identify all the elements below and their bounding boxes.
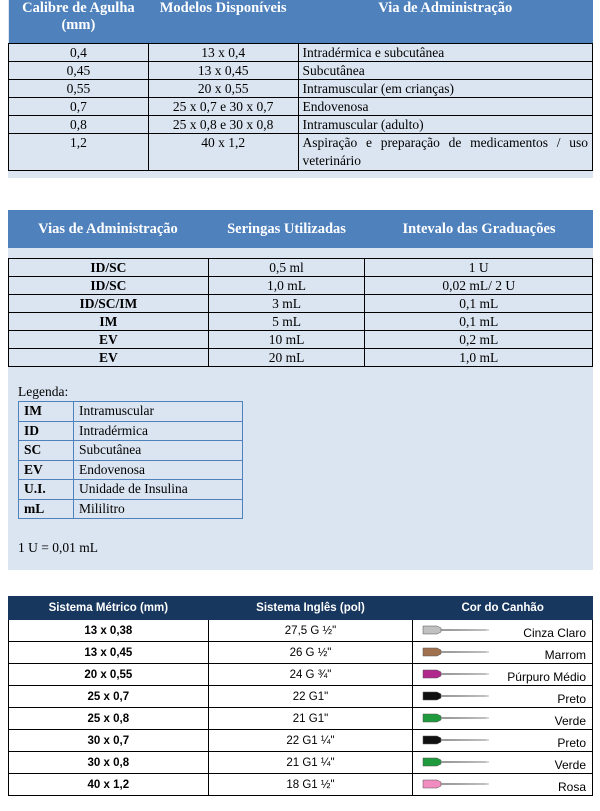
table-row (9, 664, 593, 686)
gauge-cell: 0,4 (9, 44, 149, 62)
needle-icon (421, 624, 491, 636)
english-cell: 21 G1 ¼" (208, 752, 413, 774)
table-row (9, 774, 593, 796)
models-cell: 13 x 0,4 (148, 44, 298, 62)
syringe-rows (8, 258, 593, 367)
metric-cell: 13 x 0,38 (9, 620, 209, 642)
syringe-cell: 5 mL (208, 313, 365, 331)
models-cell: 20 x 0,55 (148, 80, 298, 98)
table-row (9, 620, 593, 642)
gauge-cell: 0,55 (9, 80, 149, 98)
hub-color-cell (413, 730, 593, 752)
table-row (9, 642, 593, 664)
graduation-cell: 1 U (365, 259, 593, 277)
legend-abbrev: EV (19, 460, 74, 480)
header-english: Sistema Inglês (pol) (208, 597, 413, 620)
table-row (9, 708, 593, 730)
header-models: Modelos Disponíveis (148, 0, 298, 44)
table-row (9, 80, 593, 98)
syringe-table (8, 210, 593, 570)
metric-cell: 25 x 0,7 (9, 686, 209, 708)
legend-meaning: Intramuscular (74, 402, 243, 422)
legend-meaning: Unidade de Insulina (74, 480, 243, 500)
models-cell: 25 x 0,7 e 30 x 0,7 (148, 98, 298, 116)
legend-table (18, 401, 243, 519)
table-row (9, 277, 593, 295)
hub-color-name: Púrpuro Médio (507, 670, 586, 684)
syringe-cell: 20 mL (208, 349, 365, 367)
table-row (9, 349, 593, 367)
hub-color-name: Rosa (557, 780, 586, 794)
legend-abbrev: IM (19, 402, 74, 422)
legend-row (19, 402, 243, 422)
english-cell: 26 G ½" (208, 642, 413, 664)
hub-color-cell (413, 664, 593, 686)
syringe-cell: 0,5 ml (208, 259, 365, 277)
english-cell: 18 G1 ½" (208, 774, 413, 796)
table-row (9, 295, 593, 313)
legend-abbrev: mL (19, 499, 74, 519)
models-cell: 13 x 0,45 (148, 62, 298, 80)
needle-icon (421, 756, 491, 768)
legend-meaning: Intradérmica (74, 421, 243, 441)
graduation-cell: 1,0 mL (365, 349, 593, 367)
syringe-cell: 3 mL (208, 295, 365, 313)
english-cell: 22 G1 ¼" (208, 730, 413, 752)
header-syringes: Seringas Utilizadas (227, 220, 346, 237)
hub-color-name: Preto (557, 736, 586, 750)
table-row (9, 259, 593, 277)
legend-title: Legenda: (18, 384, 69, 399)
unit-note: 1 U = 0,01 mL (18, 540, 98, 555)
route-abbrev-cell: ID/SC/IM (9, 295, 209, 313)
graduation-cell: 0,02 mL/ 2 U (365, 277, 593, 295)
table-row (9, 44, 593, 62)
models-cell: 25 x 0,8 e 30 x 0,8 (148, 116, 298, 134)
route-abbrev-cell: IM (9, 313, 209, 331)
route-cell: Intradérmica e subcutânea (298, 44, 592, 62)
route-abbrev-cell: EV (9, 349, 209, 367)
english-cell: 21 G1" (208, 708, 413, 730)
hub-color-name: Verde (554, 758, 586, 772)
needle-icon (421, 734, 491, 746)
table-row (9, 686, 593, 708)
legend-meaning: Mililitro (74, 499, 243, 519)
metric-cell: 25 x 0,8 (9, 708, 209, 730)
hub-color-cell (413, 708, 593, 730)
graduation-cell: 0,1 mL (365, 295, 593, 313)
legend-abbrev: SC (19, 441, 74, 461)
legend-row (19, 421, 243, 441)
header-gauge: Calibre de Agulha (mm) (9, 0, 149, 44)
hub-color-cell (413, 642, 593, 664)
needle-icon (421, 646, 491, 658)
needle-icon (421, 690, 491, 702)
metric-cell: 30 x 0,7 (9, 730, 209, 752)
hub-color-name: Cinza Claro (523, 626, 586, 640)
table-row (9, 313, 593, 331)
legend-row (19, 480, 243, 500)
graduation-cell: 0,1 mL (365, 313, 593, 331)
needle-icon (421, 712, 491, 724)
english-cell: 27,5 G ½" (208, 620, 413, 642)
header-graduations: Intevalo das Graduações (402, 220, 556, 237)
legend-row (19, 441, 243, 461)
header-route: Via de Administração (298, 0, 592, 44)
metric-cell: 40 x 1,2 (9, 774, 209, 796)
route-abbrev-cell: EV (9, 331, 209, 349)
metric-cell: 30 x 0,8 (9, 752, 209, 774)
hub-color-cell (413, 774, 593, 796)
graduation-cell: 0,2 mL (365, 331, 593, 349)
needle-color-table (8, 596, 593, 796)
needle-icon (421, 778, 491, 790)
table-row (9, 730, 593, 752)
table-row (9, 752, 593, 774)
models-cell: 40 x 1,2 (148, 134, 298, 171)
syringe-cell: 1,0 mL (208, 277, 365, 295)
route-cell: Aspiração e preparação de medicamentos / uso veterinário (298, 134, 592, 171)
legend-abbrev: ID (19, 421, 74, 441)
header-metric: Sistema Métrico (mm) (9, 597, 209, 620)
legend-meaning: Subcutânea (74, 441, 243, 461)
table-row (9, 331, 593, 349)
route-abbrev-cell: ID/SC (9, 259, 209, 277)
hub-color-cell (413, 620, 593, 642)
metric-cell: 13 x 0,45 (9, 642, 209, 664)
table-row (9, 116, 593, 134)
route-cell: Intramuscular (adulto) (298, 116, 592, 134)
legend-row (19, 499, 243, 519)
english-cell: 24 G ¾" (208, 664, 413, 686)
route-cell: Endovenosa (298, 98, 592, 116)
hub-color-cell (413, 686, 593, 708)
header-hub-color: Cor do Canhão (413, 597, 593, 620)
needle-icon (421, 668, 491, 680)
syringe-cell: 10 mL (208, 331, 365, 349)
legend-abbrev: U.I. (19, 480, 74, 500)
english-cell: 22 G1" (208, 686, 413, 708)
hub-color-name: Verde (554, 714, 586, 728)
gauge-cell: 0,7 (9, 98, 149, 116)
legend-row (19, 460, 243, 480)
header-routes: Vias de Administração (38, 220, 178, 237)
hub-color-cell (413, 752, 593, 774)
table-row (9, 98, 593, 116)
route-cell: Subcutânea (298, 62, 592, 80)
hub-color-name: Marrom (544, 648, 586, 662)
hub-color-name: Preto (557, 692, 586, 706)
metric-cell: 20 x 0,55 (9, 664, 209, 686)
needle-gauge-table (8, 0, 593, 178)
gauge-cell: 0,8 (9, 116, 149, 134)
syringe-table-header (8, 210, 593, 248)
gauge-cell: 0,45 (9, 62, 149, 80)
route-abbrev-cell: ID/SC (9, 277, 209, 295)
table-row (9, 62, 593, 80)
table-row (9, 134, 593, 171)
route-cell: Intramuscular (em crianças) (298, 80, 592, 98)
gauge-cell: 1,2 (9, 134, 149, 171)
legend-meaning: Endovenosa (74, 460, 243, 480)
